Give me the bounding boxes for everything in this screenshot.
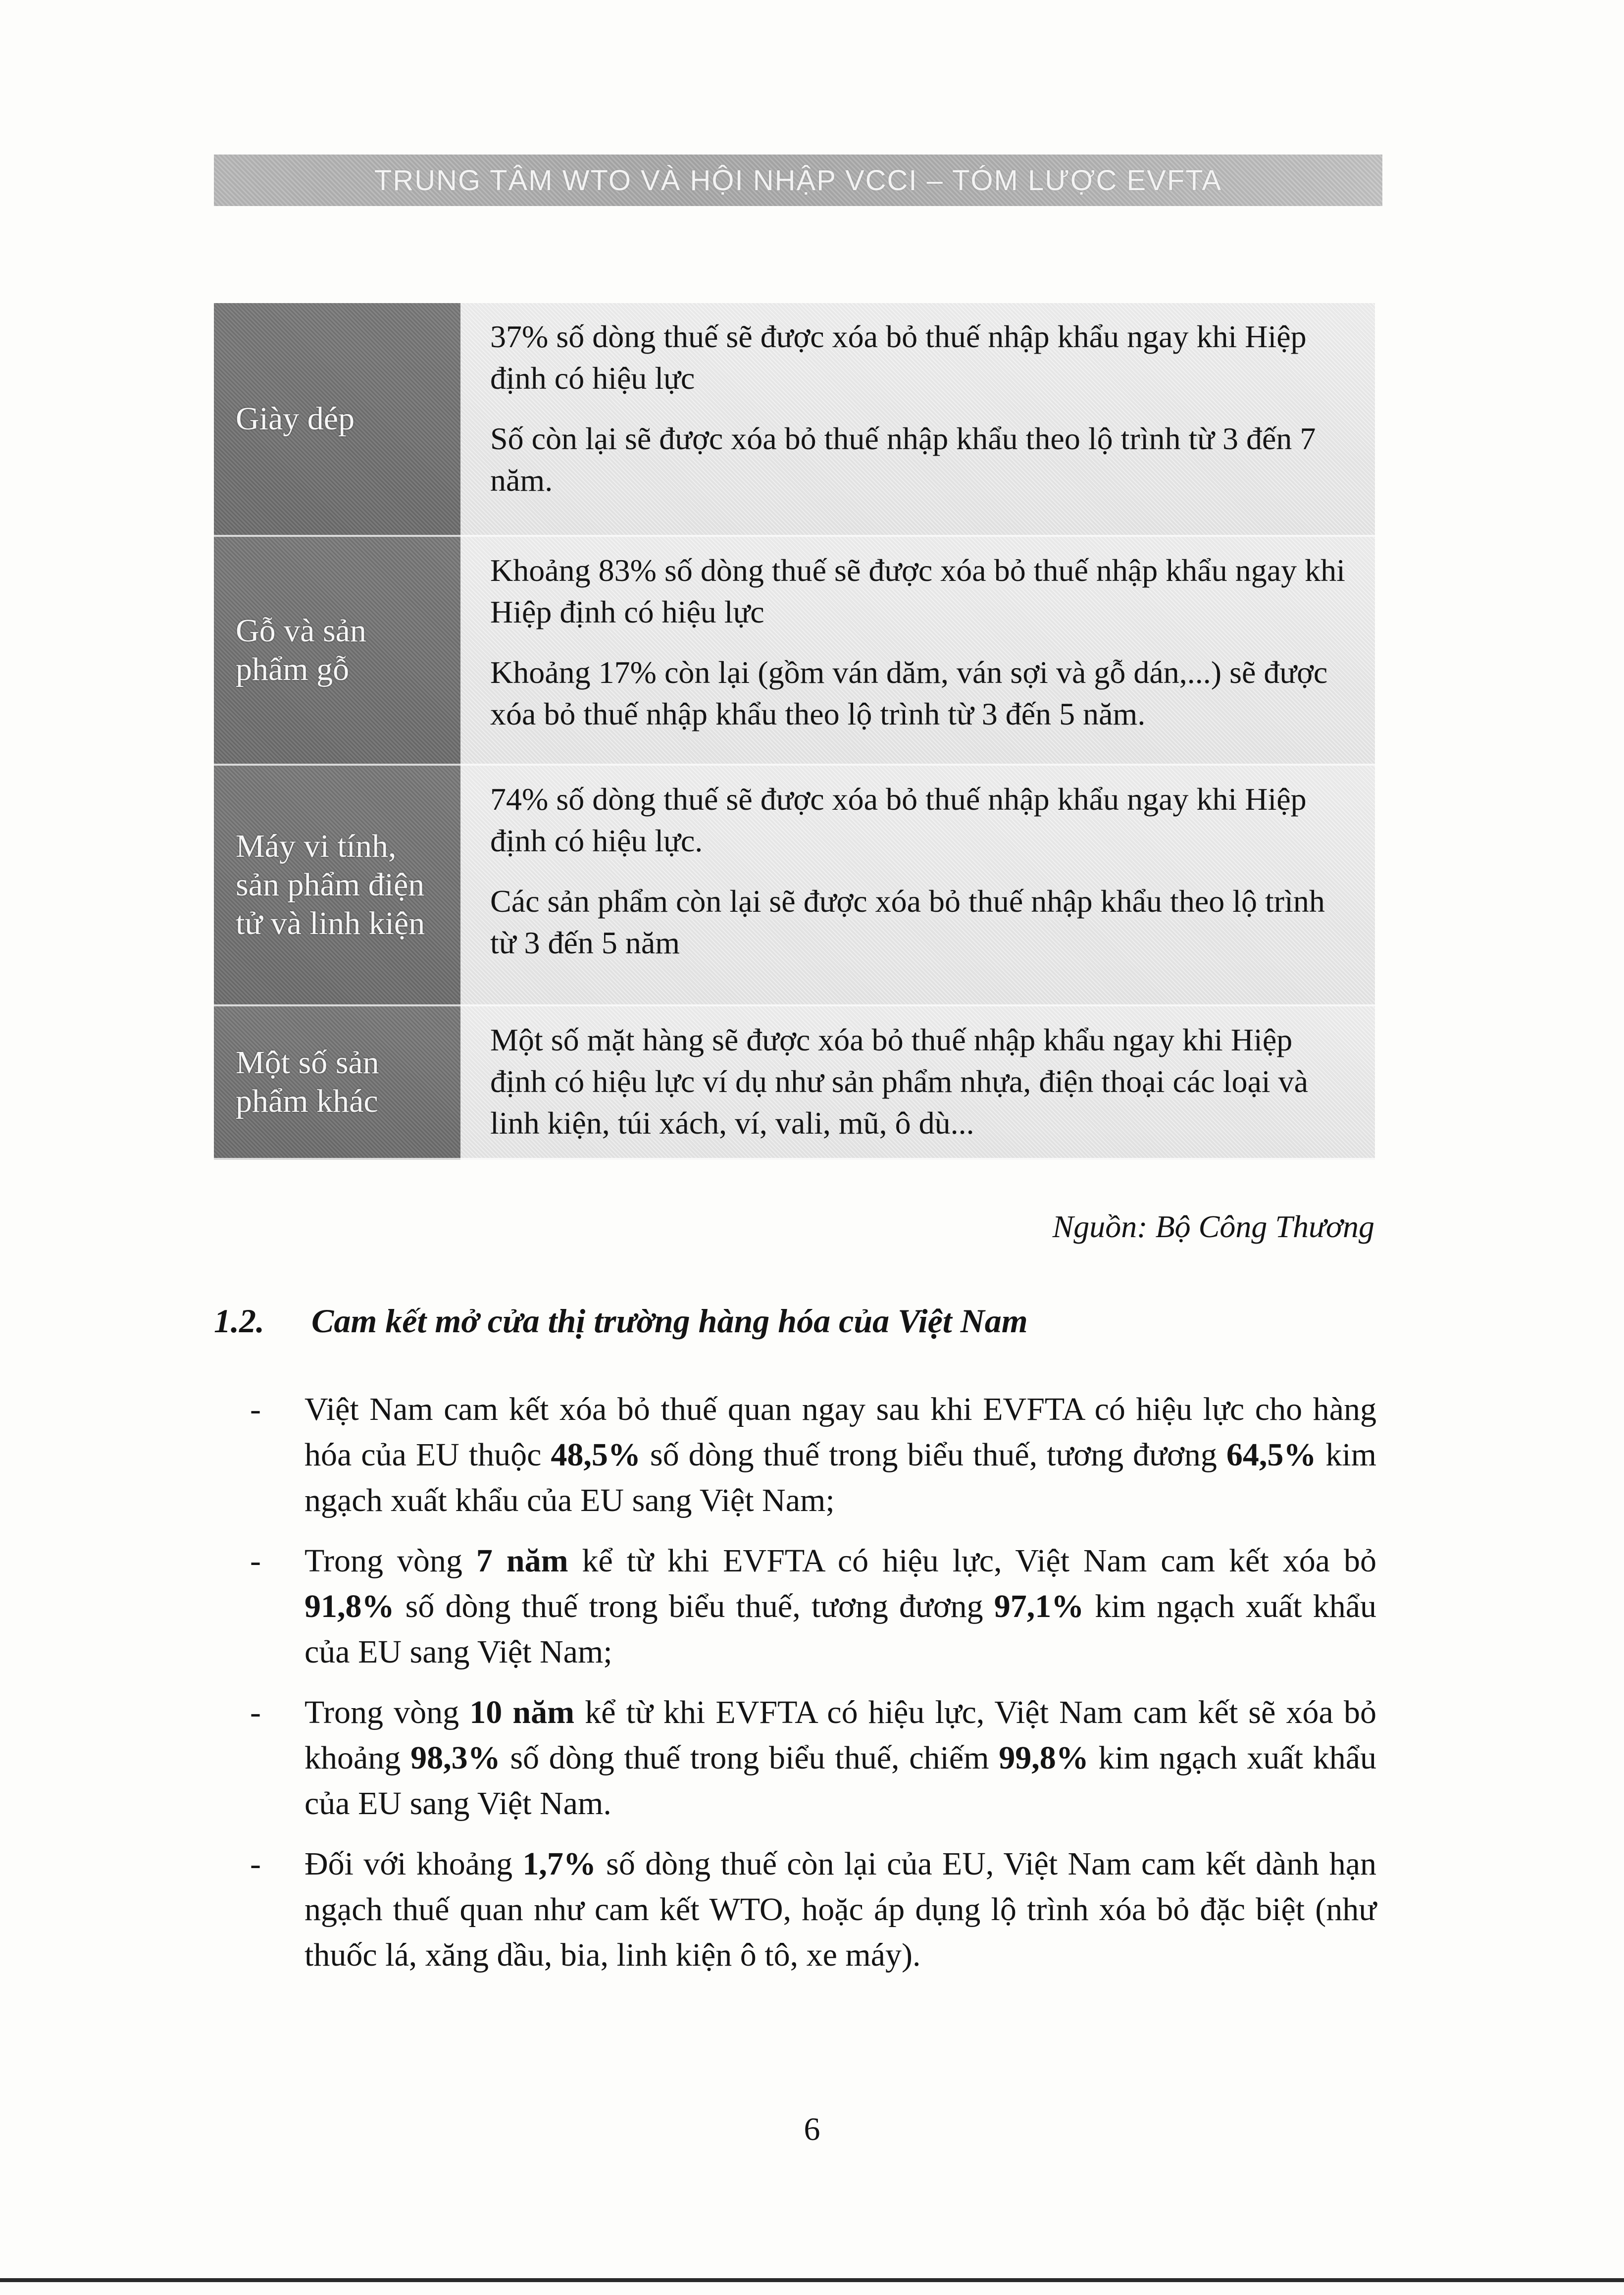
- table-cell-item: Khoảng 83% số dòng thuế sẽ được xóa bỏ thuế nhập khẩu ngay khi Hiệp định có hiệu lực: [490, 553, 1345, 629]
- table-row-content: [460, 766, 1375, 1006]
- table-row-category: Máy vi tính, sản phẩm điện tử và linh kiện: [214, 766, 460, 1006]
- list-item-text: kim ngạch xuất khẩu của EU sang Việt Nam;: [304, 1588, 1377, 1670]
- table-cell-item: 74% số dòng thuế sẽ được xóa bỏ thuế nhập khẩu ngay khi Hiệp định có hiệu lực.: [490, 782, 1307, 858]
- bullet-dash: -: [250, 1694, 261, 1730]
- table-row-category: Giày dép: [214, 303, 460, 537]
- list-item-strong: 7 năm: [476, 1543, 568, 1579]
- list-item: [250, 1387, 1376, 1523]
- list-item: [250, 1538, 1376, 1675]
- table-source-note: Nguồn: Bộ Công Thương: [1052, 1209, 1374, 1244]
- list-item-text: kể từ khi EVFTA có hiệu lực, Việt Nam cam kết xóa bỏ: [568, 1543, 1377, 1579]
- section-number: 1.2.: [214, 1302, 264, 1340]
- list-item-text: kim ngạch xuất khẩu của EU sang Việt Nam;: [304, 1437, 1376, 1518]
- table-row-content: [460, 537, 1375, 766]
- section-title: Cam kết mở cửa thị trường hàng hóa của Việt Nam: [311, 1302, 1028, 1340]
- list-item-strong: 1,7%: [522, 1846, 596, 1882]
- bullet-dash: -: [250, 1543, 261, 1579]
- list-item-strong: 97,1%: [994, 1588, 1084, 1624]
- section-heading: [214, 1302, 1028, 1341]
- table-cell-item: Một số mặt hàng sẽ được xóa bỏ thuế nhập khẩu ngay khi Hiệp định có hiệu lực ví dụ như sản phẩm nhựa, điện thoại các loại và linh kiện, túi xách, ví, vali, mũ, ô dù...: [490, 1022, 1309, 1141]
- list-item-strong: 48,5%: [551, 1437, 641, 1473]
- list-item-strong: 64,5%: [1226, 1437, 1317, 1473]
- table-row-category: Gỗ và sản phẩm gỗ: [214, 537, 460, 766]
- list-item-text: Đối với khoảng: [304, 1846, 523, 1882]
- table-row-content: [460, 1006, 1375, 1160]
- bottom-rule: [0, 2278, 1624, 2282]
- table-row-category: Một số sản phẩm khác: [214, 1006, 460, 1160]
- bullet-dash: -: [250, 1391, 261, 1427]
- table-cell-item: Số còn lại sẽ được xóa bỏ thuế nhập khẩu theo lộ trình từ 3 đến 7 năm.: [490, 421, 1316, 498]
- list-item-text: số dòng thuế trong biểu thuế, tương đương: [394, 1588, 994, 1624]
- list-item-strong: 98,3%: [410, 1740, 501, 1776]
- page-number: 6: [804, 2111, 820, 2147]
- list-item-strong: 99,8%: [999, 1740, 1089, 1776]
- list-item-text: số dòng thuế trong biểu thuế, tương đương: [640, 1437, 1226, 1473]
- bullet-dash: -: [250, 1846, 261, 1882]
- list-item-text: số dòng thuế còn lại của EU, Việt Nam cam kết dành hạn ngạch thuế quan như cam kết WTO, hoặc áp dụng lộ trình xóa bỏ đặc biệt (như thuốc lá, xăng dầu, bia, linh kiện ô tô, xe máy).: [304, 1846, 1376, 1973]
- table-cell-item: Khoảng 17% còn lại (gồm ván dăm, ván sợi và gỗ dán,...) sẽ được xóa bỏ thuế nhập khẩu theo lộ trình từ 3 đến 5 năm.: [490, 655, 1328, 731]
- commitment-list: [250, 1387, 1376, 1993]
- list-item: [250, 1841, 1376, 1978]
- page-header-text: TRUNG TÂM WTO VÀ HỘI NHẬP VCCI – TÓM LƯỢC EVFTA: [374, 164, 1222, 197]
- table-row-content: [460, 303, 1375, 537]
- tariff-table: [214, 303, 1375, 1160]
- list-item-strong: 91,8%: [304, 1588, 395, 1624]
- list-item: [250, 1690, 1376, 1826]
- list-item-text: số dòng thuế trong biểu thuế, chiếm: [500, 1740, 999, 1776]
- list-item-text: Trong vòng: [304, 1543, 476, 1579]
- table-cell-item: Các sản phẩm còn lại sẽ được xóa bỏ thuế nhập khẩu theo lộ trình từ 3 đến 5 năm: [490, 884, 1325, 960]
- page-header-band: [214, 155, 1382, 206]
- list-item-text: kim ngạch xuất khẩu của EU sang Việt Nam.: [304, 1740, 1377, 1822]
- list-item-text: kể từ khi EVFTA có hiệu lực, Việt Nam cam kết sẽ xóa bỏ khoảng: [304, 1694, 1376, 1776]
- list-item-strong: 10 năm: [469, 1694, 575, 1730]
- table-cell-item: 37% số dòng thuế sẽ được xóa bỏ thuế nhập khẩu ngay khi Hiệp định có hiệu lực: [490, 319, 1307, 396]
- list-item-text: Việt Nam cam kết xóa bỏ thuế quan ngay sau khi EVFTA có hiệu lực cho hàng hóa của EU thuộc: [304, 1391, 1376, 1473]
- list-item-text: Trong vòng: [304, 1694, 470, 1730]
